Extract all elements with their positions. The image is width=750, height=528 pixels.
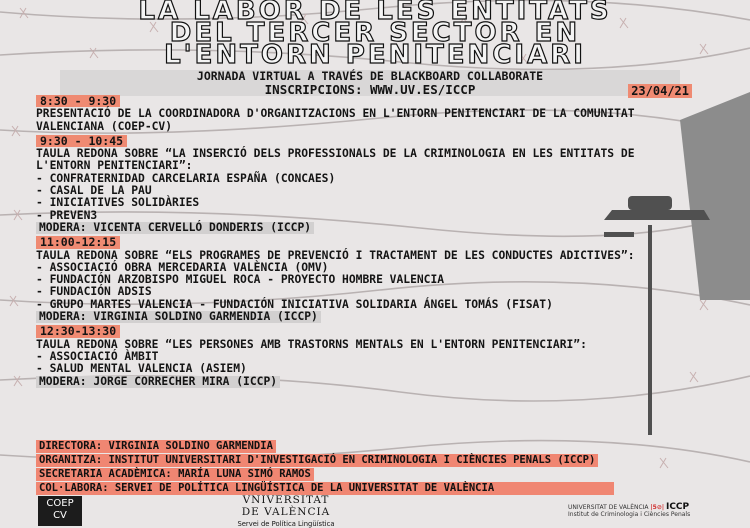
session-moderator: MODERA: VICENTA CERVELLÓ DONDERIS (ICCP) [36, 222, 314, 234]
list-item: - CONFRATERNIDAD CARCELARIA ESPAÑA (CONCAES) [36, 171, 336, 185]
participant-list [36, 173, 676, 222]
session-4 [36, 323, 676, 387]
iccp-full-name: Institut de Criminologia i Ciències Penals [568, 511, 691, 518]
session-description: TAULA REDONA SOBRE “LA INSERCIÓ DELS PROFESSIONALS DE LA CRIMINOLOGIA EN LES ENTITATS DE L'ENTORN PENITENCIARI”: [36, 147, 635, 173]
credit-director: DIRECTORA: VIRGINIA SOLDINO GARMENDIA [36, 440, 276, 453]
iccp-university: UNIVERSITAT DE VALÈNCIA [568, 504, 649, 511]
credit-organizer: ORGANITZA: INSTITUT UNIVERSITARI D'INVESTIGACIÓ EN CRIMINOLOGIA I CIÈNCIES PENALS (ICCP) [36, 454, 598, 467]
session-description: TAULA REDONA SOBRE “ELS PROGRAMES DE PREVENCIÓ I TRACTAMENT DE LES CONDUCTES ADICTIVES”: [36, 248, 635, 262]
iccp-acronym: ICCP [665, 502, 690, 512]
participant-list [36, 351, 676, 376]
session-1 [36, 93, 676, 133]
registration-link[interactable]: INSCRIPCIONS: WWW.UV.ES/ICCP [264, 82, 476, 97]
session-time: 11:00-12:15 [36, 236, 120, 248]
list-item: - CASAL DE LA PAU [36, 184, 152, 198]
list-item: - FUNDACIÓN ADSIS [36, 285, 152, 299]
credit-secretary: SECRETARIA ACADÈMICA: MARÍA LUNA SIMÓ RAMOS [36, 468, 314, 481]
coep-logo-subtext: CV [53, 510, 67, 521]
uv-logo-line-2: DE VALÈNCIA [241, 506, 331, 518]
title-line-2: DEL TERCER SECTOR EN [169, 18, 581, 48]
subtitle-platform: JORNADA VIRTUAL A TRAVÉS DE BLACKBOARD COLLABORATE [196, 69, 544, 83]
session-time: 8:30 - 9:30 [36, 95, 120, 107]
session-3 [36, 234, 676, 323]
credit-collaborator: COL·LABORA: SERVEI DE POLÍTICA LINGÜÍSTICA DE LA UNIVERSITAT DE VALÈNCIA [36, 482, 614, 495]
iccp-logo [568, 504, 738, 518]
list-item: - FUNDACIÓN ARZOBISPO MIGUEL ROCA - PROYECTO HOMBRE VALENCIA [36, 273, 445, 287]
event-date: 23/04/21 [628, 84, 692, 98]
event-credits [36, 440, 616, 496]
event-title [0, 0, 750, 70]
list-item: - PREVEN3 [36, 208, 98, 222]
list-item: - INICIATIVES SOLIDÀRIES [36, 196, 200, 210]
session-time: 9:30 - 10:45 [36, 135, 127, 147]
universitat-valencia-logo [226, 494, 346, 528]
list-item: - SALUD MENTAL VALENCIA (ASIEM) [36, 362, 247, 376]
uv-service-name: Servei de Política Lingüística [237, 520, 335, 528]
session-2 [36, 133, 676, 234]
coep-cv-logo [38, 496, 82, 526]
iccp-symbol-icon: |5⊘| [650, 504, 665, 511]
participant-list [36, 262, 676, 311]
title-line-3: L'ENTORN PENITENCIARI [164, 40, 586, 70]
list-item: - ASSOCIACIÓ OBRA MERCEDARIA VALÈNCIA (OMV) [36, 260, 329, 274]
session-time: 12:30-13:30 [36, 325, 120, 337]
title-line-1: LA LABOR DE LES ENTITATS [138, 0, 612, 26]
program-schedule [36, 93, 676, 388]
session-description: PRESENTACIÓ DE LA COORDINADORA D'ORGANITZACIONS EN L'ENTORN PENITENCIARI DE LA COMUNITAT VALENCIANA (COEP-CV) [36, 107, 635, 133]
coep-logo-text: COEP [46, 498, 74, 509]
list-item: - ASSOCIACIÓ ÀMBIT [36, 349, 159, 363]
session-moderator: MODERA: JORGE CORRECHER MIRA (ICCP) [36, 376, 280, 388]
list-item: - GRUPO MARTES VALENCIA - FUNDACIÓN INICIATIVA SOLIDARIA ÁNGEL TOMÁS (FISAT) [36, 297, 553, 311]
session-moderator: MODERA: VIRGINIA SOLDINO GARMENDIA (ICCP) [36, 311, 321, 323]
uv-logo-line-1: VNIVERSITAT [242, 494, 330, 506]
session-description: TAULA REDONA SOBRE “LES PERSONES AMB TRASTORNS MENTALS EN L'ENTORN PENITENCIARI”: [36, 337, 587, 351]
